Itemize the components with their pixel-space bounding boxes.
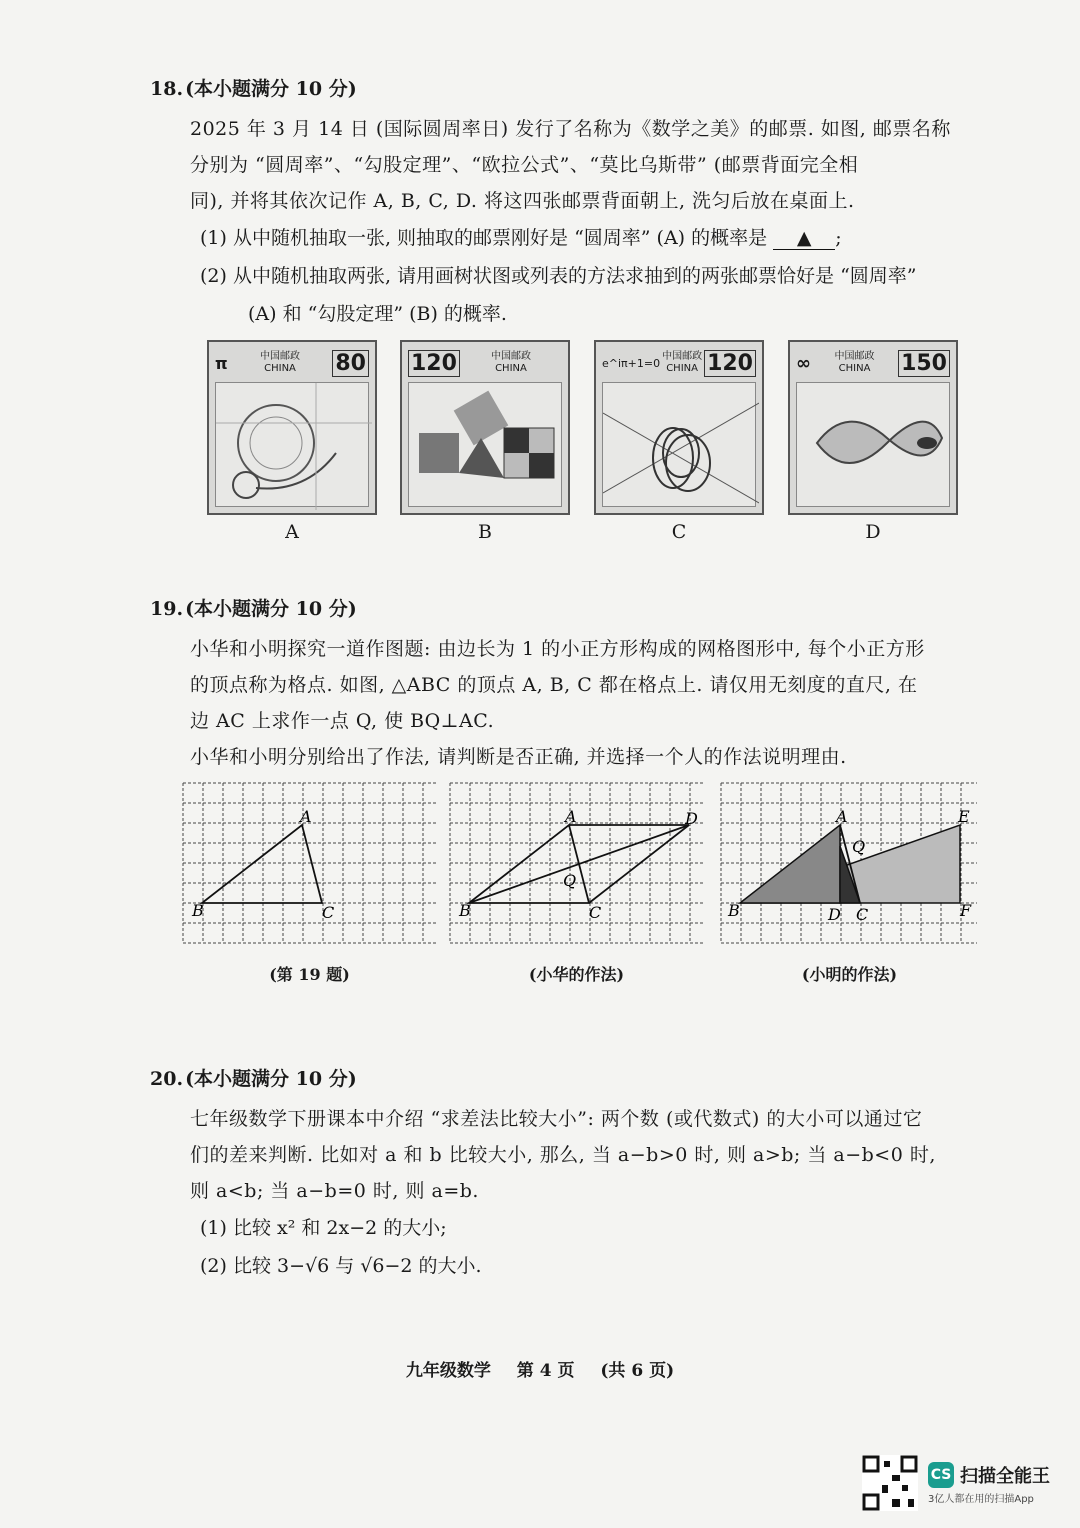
caption: (小明的作法)	[801, 965, 898, 984]
paragraph: 的顶点称为格点. 如图, △ABC 的顶点 A, B, C 都在格点上. 请仅用无刻度的直尺, 在	[190, 674, 918, 696]
stamp-art-circle-icon	[216, 383, 372, 510]
stamp-art-euler-icon	[603, 383, 759, 510]
question-number: 20.	[150, 1068, 184, 1090]
point-b: B	[728, 901, 740, 920]
point-c: C	[856, 905, 869, 924]
point-d: D	[685, 809, 698, 828]
question-header: (本小题满分 10 分)	[185, 598, 357, 620]
point-b: B	[192, 901, 204, 920]
footer-subject: 九年级数学	[405, 1361, 491, 1381]
stamp-value: 80	[332, 350, 369, 377]
question-number: 18.	[150, 78, 184, 100]
scanner-brand	[928, 1462, 1050, 1505]
point-a: A	[836, 807, 848, 826]
stamp-label: D	[865, 521, 881, 543]
stamp-art-mobius-icon	[797, 383, 953, 510]
point-a: A	[300, 807, 312, 826]
grid-xiaoming-method	[720, 778, 980, 950]
point-e: E	[958, 807, 970, 826]
paragraph: 们的差来判断. 比如对 a 和 b 比较大小, 那么, 当 a−b>0 时, 则 a>b; 当 a−b<0 时,	[190, 1144, 936, 1166]
paragraph: 小华和小明分别给出了作法, 请判断是否正确, 并选择一个人的作法说明理由.	[190, 746, 847, 768]
stamp-label: B	[478, 521, 492, 543]
paragraph: 2025 年 3 月 14 日 (国际圆周率日) 发行了名称为《数学之美》的邮票. 如图, 邮票名称	[190, 118, 951, 140]
paragraph: 同), 并将其依次记作 A, B, C, D. 将这四张邮票背面朝上, 洗匀后放在桌面上.	[190, 190, 855, 212]
point-q: Q	[563, 871, 577, 890]
stamp-d: ∞ 中国邮政 CHINA 150	[788, 340, 958, 515]
page-footer	[0, 1356, 1080, 1381]
paragraph: 分别为 “圆周率”、“勾股定理”、“欧拉公式”、“莫比乌斯带” (邮票背面完全相	[190, 154, 859, 176]
stamp-label: C	[671, 521, 687, 543]
sub-question-1: (1) 比较 x² 和 2x−2 的大小;	[200, 1217, 447, 1239]
question-19	[150, 594, 990, 775]
sub-question-1: (1) 从中随机抽取一张, 则抽取的邮票刚好是 “圆周率” (A) 的概率是 ▲ ;	[200, 227, 842, 249]
point-f: F	[960, 901, 972, 920]
euler-formula: e^iπ+1=0	[602, 356, 661, 370]
point-c: C	[322, 903, 335, 922]
stamp-value: 120	[704, 350, 756, 377]
footer-page: 第 4 页	[516, 1361, 575, 1381]
paragraph: 小华和小明探究一道作图题: 由边长为 1 的小正方形构成的网格图形中, 每个小正方形	[190, 638, 925, 660]
stamp-value: 120	[408, 350, 460, 377]
brand-logo-icon: CS	[928, 1462, 954, 1488]
question-header: (本小题满分 10 分)	[185, 78, 357, 100]
stamp-a: π 中国邮政 CHINA 80	[207, 340, 377, 515]
question-header: (本小题满分 10 分)	[185, 1068, 357, 1090]
point-d: D	[828, 905, 841, 924]
point-b: B	[459, 901, 471, 920]
grid-figure-19	[182, 778, 440, 950]
point-q: Q	[852, 837, 866, 856]
point-a: A	[565, 807, 577, 826]
paragraph: 则 a<b; 当 a−b=0 时, 则 a=b.	[190, 1180, 479, 1202]
sub-question-2-cont: (A) 和 “勾股定理” (B) 的概率.	[248, 303, 507, 325]
grid-xiaohua-method	[449, 778, 707, 950]
brand-slogan: 3亿人都在用的扫描App	[928, 1494, 1034, 1505]
qr-code-icon	[862, 1455, 918, 1511]
paragraph: 七年级数学下册课本中介绍 “求差法比较大小”: 两个数 (或代数式) 的大小可以通过它	[190, 1108, 923, 1130]
pi-symbol: π	[215, 353, 228, 373]
sub-question-2: (2) 从中随机抽取两张, 请用画树状图或列表的方法求抽到的两张邮票恰好是 “圆周率”	[200, 265, 917, 287]
paragraph: 边 AC 上求作一点 Q, 使 BQ⊥AC.	[190, 710, 495, 732]
caption: (小华的作法)	[528, 965, 625, 984]
stamp-b: 120 中国邮政 CHINA	[400, 340, 570, 515]
infinity-symbol: ∞	[796, 352, 811, 374]
caption: (第 19 题)	[269, 965, 350, 984]
sub-question-2: (2) 比较 3−√6 与 √6−2 的大小.	[200, 1255, 482, 1277]
stamp-value: 150	[898, 350, 950, 377]
answer-blank: ▲	[773, 227, 835, 250]
stamp-art-pythagoras-icon	[409, 383, 565, 510]
stamp-c: e^iπ+1=0 中国邮政 CHINA 120	[594, 340, 764, 515]
question-number: 19.	[150, 598, 184, 620]
brand-name: 扫描全能王	[960, 1466, 1050, 1487]
question-18	[150, 74, 990, 333]
footer-total: (共 6 页)	[600, 1361, 675, 1381]
question-20	[150, 1064, 990, 1285]
stamp-label: A	[285, 521, 299, 543]
point-c: C	[589, 903, 602, 922]
